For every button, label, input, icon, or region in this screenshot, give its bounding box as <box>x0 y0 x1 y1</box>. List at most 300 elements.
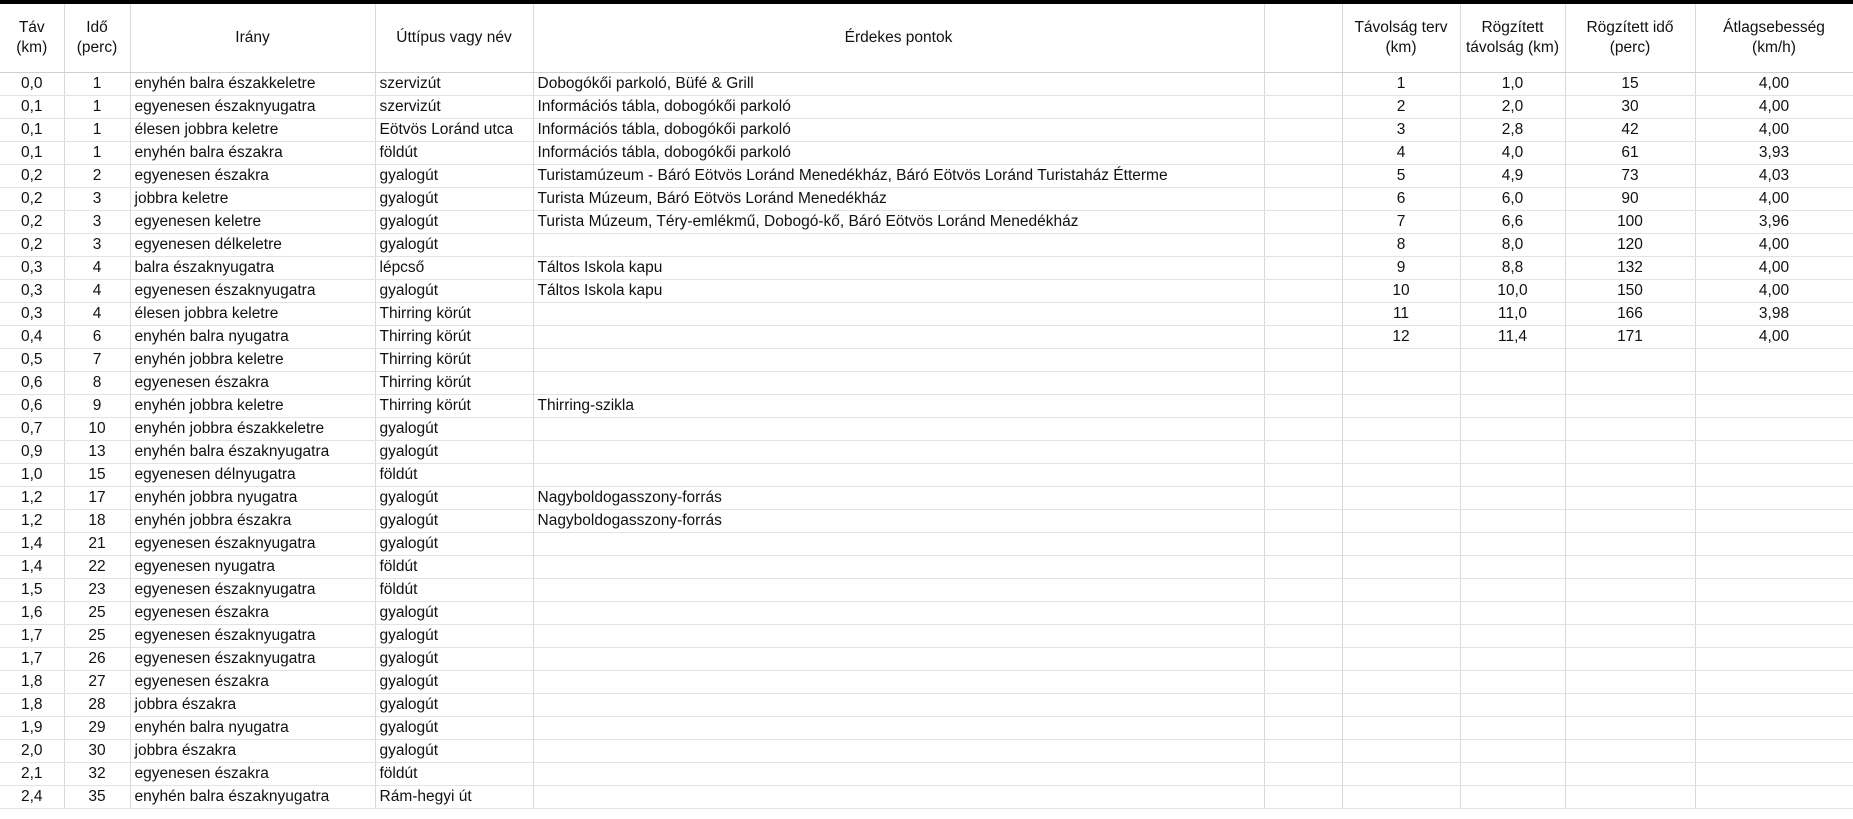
cell-tavolsag-terv[interactable] <box>1342 602 1460 625</box>
cell-atlagsebesseg[interactable]: 3,93 <box>1695 142 1853 165</box>
cell-ido[interactable]: 1 <box>64 96 130 119</box>
cell-rogzitett-tavolsag[interactable] <box>1460 763 1565 786</box>
cell-erdekes-pontok[interactable]: Információs tábla, dobogókői parkoló <box>533 96 1264 119</box>
cell-tavolsag-terv[interactable] <box>1342 464 1460 487</box>
cell-tavolsag-terv[interactable]: 5 <box>1342 165 1460 188</box>
header-rogzitett-tavolsag[interactable]: Rögzített távolság (km) <box>1460 4 1565 73</box>
cell-blank[interactable] <box>1264 602 1342 625</box>
cell-rogzitett-tavolsag[interactable] <box>1460 533 1565 556</box>
cell-tavolsag-terv[interactable] <box>1342 510 1460 533</box>
cell-atlagsebesseg[interactable] <box>1695 510 1853 533</box>
cell-erdekes-pontok[interactable] <box>533 648 1264 671</box>
cell-rogzitett-tavolsag[interactable] <box>1460 510 1565 533</box>
cell-rogzitett-tavolsag[interactable]: 11,4 <box>1460 326 1565 349</box>
cell-erdekes-pontok[interactable]: Turista Múzeum, Téry-emlékmű, Dobogó-kő, Báró Eötvös Loránd Menedékház <box>533 211 1264 234</box>
cell-tavolsag-terv[interactable] <box>1342 579 1460 602</box>
cell-blank[interactable] <box>1264 648 1342 671</box>
cell-blank[interactable] <box>1264 142 1342 165</box>
cell-tav[interactable]: 0,2 <box>0 211 64 234</box>
cell-blank[interactable] <box>1264 763 1342 786</box>
cell-rogzitett-tavolsag[interactable]: 10,0 <box>1460 280 1565 303</box>
cell-atlagsebesseg[interactable]: 4,00 <box>1695 326 1853 349</box>
cell-atlagsebesseg[interactable] <box>1695 671 1853 694</box>
cell-uttipus[interactable]: lépcső <box>375 257 533 280</box>
cell-tavolsag-terv[interactable] <box>1342 786 1460 809</box>
cell-irany[interactable]: enyhén balra nyugatra <box>130 717 375 740</box>
cell-rogzitett-ido[interactable] <box>1565 694 1695 717</box>
cell-irany[interactable]: enyhén jobbra nyugatra <box>130 487 375 510</box>
cell-erdekes-pontok[interactable] <box>533 418 1264 441</box>
cell-tav[interactable]: 0,1 <box>0 142 64 165</box>
cell-tav[interactable]: 2,0 <box>0 740 64 763</box>
cell-tav[interactable]: 2,1 <box>0 763 64 786</box>
cell-ido[interactable]: 3 <box>64 188 130 211</box>
cell-erdekes-pontok[interactable]: Turistamúzeum - Báró Eötvös Loránd Menedékház, Báró Eötvös Loránd Turistaház Étterme <box>533 165 1264 188</box>
cell-rogzitett-tavolsag[interactable] <box>1460 648 1565 671</box>
spreadsheet-grid[interactable] <box>0 4 1853 819</box>
cell-uttipus[interactable]: földút <box>375 579 533 602</box>
cell-tavolsag-terv[interactable]: 2 <box>1342 96 1460 119</box>
cell-irany[interactable]: egyenesen északra <box>130 372 375 395</box>
cell-tav[interactable]: 0,3 <box>0 257 64 280</box>
cell-rogzitett-ido[interactable]: 61 <box>1565 142 1695 165</box>
cell-ido[interactable]: 30 <box>64 740 130 763</box>
cell-irany[interactable]: egyenesen északnyugatra <box>130 648 375 671</box>
cell-ido[interactable]: 1 <box>64 119 130 142</box>
cell-ido[interactable]: 13 <box>64 441 130 464</box>
cell-uttipus[interactable]: gyalogút <box>375 533 533 556</box>
cell-rogzitett-ido[interactable]: 73 <box>1565 165 1695 188</box>
cell-rogzitett-tavolsag[interactable] <box>1460 671 1565 694</box>
header-blank[interactable] <box>1264 4 1342 73</box>
cell-tav[interactable]: 1,0 <box>0 464 64 487</box>
cell-rogzitett-ido[interactable]: 150 <box>1565 280 1695 303</box>
cell-ido[interactable]: 35 <box>64 786 130 809</box>
cell-uttipus[interactable]: Thirring körút <box>375 349 533 372</box>
cell-blank[interactable] <box>1264 625 1342 648</box>
cell-blank[interactable] <box>1264 395 1342 418</box>
cell-uttipus[interactable]: gyalogút <box>375 740 533 763</box>
cell-erdekes-pontok[interactable] <box>533 533 1264 556</box>
cell-irany[interactable]: enyhén balra északra <box>130 142 375 165</box>
cell-erdekes-pontok[interactable]: Táltos Iskola kapu <box>533 257 1264 280</box>
cell-blank[interactable] <box>1264 464 1342 487</box>
cell-blank[interactable] <box>1264 579 1342 602</box>
cell-blank[interactable] <box>1264 510 1342 533</box>
cell-rogzitett-ido[interactable]: 100 <box>1565 211 1695 234</box>
cell-uttipus[interactable]: gyalogút <box>375 234 533 257</box>
cell-tav[interactable]: 1,4 <box>0 556 64 579</box>
cell-blank[interactable] <box>1264 556 1342 579</box>
cell-rogzitett-ido[interactable] <box>1565 602 1695 625</box>
cell-irany[interactable]: egyenesen északra <box>130 763 375 786</box>
cell-rogzitett-tavolsag[interactable] <box>1460 372 1565 395</box>
cell-erdekes-pontok[interactable]: Információs tábla, dobogókői parkoló <box>533 142 1264 165</box>
cell-erdekes-pontok[interactable] <box>533 556 1264 579</box>
cell-blank[interactable] <box>1264 740 1342 763</box>
cell-rogzitett-ido[interactable]: 120 <box>1565 234 1695 257</box>
cell-erdekes-pontok[interactable] <box>533 763 1264 786</box>
cell-atlagsebesseg[interactable] <box>1695 763 1853 786</box>
header-ido[interactable]: Idő (perc) <box>64 4 130 73</box>
cell-ido[interactable]: 9 <box>64 395 130 418</box>
cell-irany[interactable]: enyhén jobbra északra <box>130 510 375 533</box>
cell-atlagsebesseg[interactable]: 4,00 <box>1695 96 1853 119</box>
cell-tavolsag-terv[interactable] <box>1342 648 1460 671</box>
cell-rogzitett-tavolsag[interactable] <box>1460 349 1565 372</box>
cell-rogzitett-tavolsag[interactable] <box>1460 625 1565 648</box>
cell-irany[interactable]: élesen jobbra keletre <box>130 119 375 142</box>
cell-tavolsag-terv[interactable] <box>1342 418 1460 441</box>
cell-ido[interactable]: 15 <box>64 464 130 487</box>
cell-blank[interactable] <box>1264 119 1342 142</box>
cell-uttipus[interactable]: Thirring körút <box>375 326 533 349</box>
cell-erdekes-pontok[interactable] <box>533 326 1264 349</box>
cell-erdekes-pontok[interactable] <box>533 671 1264 694</box>
cell-irany[interactable]: egyenesen északnyugatra <box>130 579 375 602</box>
cell-atlagsebesseg[interactable] <box>1695 556 1853 579</box>
cell-tav[interactable]: 0,6 <box>0 372 64 395</box>
cell-atlagsebesseg[interactable] <box>1695 717 1853 740</box>
cell-rogzitett-tavolsag[interactable]: 4,0 <box>1460 142 1565 165</box>
cell-uttipus[interactable]: gyalogút <box>375 418 533 441</box>
cell-rogzitett-ido[interactable] <box>1565 763 1695 786</box>
cell-atlagsebesseg[interactable]: 3,96 <box>1695 211 1853 234</box>
cell-ido[interactable]: 18 <box>64 510 130 533</box>
cell-tav[interactable]: 0,7 <box>0 418 64 441</box>
cell-rogzitett-tavolsag[interactable]: 6,6 <box>1460 211 1565 234</box>
cell-ido[interactable]: 10 <box>64 418 130 441</box>
cell-irany[interactable]: enyhén jobbra északkeletre <box>130 418 375 441</box>
cell-atlagsebesseg[interactable] <box>1695 694 1853 717</box>
cell-atlagsebesseg[interactable]: 4,00 <box>1695 280 1853 303</box>
cell-erdekes-pontok[interactable]: Dobogókői parkoló, Büfé & Grill <box>533 73 1264 96</box>
cell-blank[interactable] <box>1264 533 1342 556</box>
cell-tavolsag-terv[interactable]: 12 <box>1342 326 1460 349</box>
cell-blank[interactable] <box>1264 234 1342 257</box>
cell-blank[interactable] <box>1264 188 1342 211</box>
cell-atlagsebesseg[interactable]: 4,03 <box>1695 165 1853 188</box>
cell-tav[interactable]: 0,1 <box>0 96 64 119</box>
cell-ido[interactable]: 4 <box>64 257 130 280</box>
cell-tavolsag-terv[interactable] <box>1342 533 1460 556</box>
cell-irany[interactable]: balra északnyugatra <box>130 257 375 280</box>
cell-uttipus[interactable]: gyalogút <box>375 188 533 211</box>
cell-atlagsebesseg[interactable]: 4,00 <box>1695 234 1853 257</box>
cell-uttipus[interactable]: Rám-hegyi út <box>375 786 533 809</box>
cell-blank[interactable] <box>1264 418 1342 441</box>
cell-irany[interactable]: enyhén balra északnyugatra <box>130 441 375 464</box>
cell-atlagsebesseg[interactable] <box>1695 579 1853 602</box>
cell-rogzitett-ido[interactable] <box>1565 395 1695 418</box>
cell-rogzitett-ido[interactable] <box>1565 671 1695 694</box>
cell-rogzitett-ido[interactable] <box>1565 648 1695 671</box>
cell-irany[interactable]: egyenesen délkeletre <box>130 234 375 257</box>
cell-tavolsag-terv[interactable]: 3 <box>1342 119 1460 142</box>
cell-uttipus[interactable]: gyalogút <box>375 487 533 510</box>
cell-tavolsag-terv[interactable]: 4 <box>1342 142 1460 165</box>
cell-rogzitett-tavolsag[interactable]: 2,0 <box>1460 96 1565 119</box>
cell-ido[interactable]: 23 <box>64 579 130 602</box>
cell-rogzitett-ido[interactable]: 171 <box>1565 326 1695 349</box>
cell-uttipus[interactable]: szervizút <box>375 96 533 119</box>
cell-atlagsebesseg[interactable] <box>1695 786 1853 809</box>
cell-irany[interactable]: egyenesen északra <box>130 671 375 694</box>
cell-irany[interactable]: egyenesen délnyugatra <box>130 464 375 487</box>
cell-ido[interactable]: 22 <box>64 556 130 579</box>
cell-ido[interactable]: 17 <box>64 487 130 510</box>
cell-atlagsebesseg[interactable] <box>1695 625 1853 648</box>
cell-ido[interactable]: 25 <box>64 602 130 625</box>
cell-irany[interactable]: egyenesen keletre <box>130 211 375 234</box>
cell-uttipus[interactable]: gyalogút <box>375 602 533 625</box>
cell-rogzitett-tavolsag[interactable] <box>1460 740 1565 763</box>
cell-ido[interactable]: 3 <box>64 211 130 234</box>
cell-irany[interactable]: egyenesen nyugatra <box>130 556 375 579</box>
cell-uttipus[interactable]: gyalogút <box>375 441 533 464</box>
cell-tav[interactable]: 1,9 <box>0 717 64 740</box>
cell-rogzitett-ido[interactable] <box>1565 487 1695 510</box>
cell-irany[interactable]: egyenesen északra <box>130 165 375 188</box>
cell-blank[interactable] <box>1264 717 1342 740</box>
cell-rogzitett-tavolsag[interactable] <box>1460 556 1565 579</box>
header-tavolsag-terv[interactable]: Távolság terv (km) <box>1342 4 1460 73</box>
cell-ido[interactable]: 25 <box>64 625 130 648</box>
cell-rogzitett-tavolsag[interactable]: 4,9 <box>1460 165 1565 188</box>
cell-blank[interactable] <box>1264 96 1342 119</box>
cell-atlagsebesseg[interactable] <box>1695 487 1853 510</box>
cell-tavolsag-terv[interactable] <box>1342 694 1460 717</box>
cell-uttipus[interactable]: gyalogút <box>375 671 533 694</box>
cell-tav[interactable]: 1,6 <box>0 602 64 625</box>
cell-erdekes-pontok[interactable] <box>533 717 1264 740</box>
cell-rogzitett-tavolsag[interactable] <box>1460 602 1565 625</box>
cell-rogzitett-ido[interactable] <box>1565 418 1695 441</box>
cell-uttipus[interactable]: gyalogút <box>375 717 533 740</box>
cell-uttipus[interactable]: földút <box>375 464 533 487</box>
cell-erdekes-pontok[interactable]: Thirring-szikla <box>533 395 1264 418</box>
cell-atlagsebesseg[interactable] <box>1695 648 1853 671</box>
cell-blank[interactable] <box>1264 257 1342 280</box>
cell-tavolsag-terv[interactable] <box>1342 671 1460 694</box>
cell-ido[interactable]: 21 <box>64 533 130 556</box>
cell-blank[interactable] <box>1264 165 1342 188</box>
cell-tavolsag-terv[interactable]: 8 <box>1342 234 1460 257</box>
cell-tavolsag-terv[interactable]: 6 <box>1342 188 1460 211</box>
cell-ido[interactable]: 2 <box>64 165 130 188</box>
cell-rogzitett-ido[interactable] <box>1565 372 1695 395</box>
cell-tav[interactable]: 0,2 <box>0 234 64 257</box>
cell-uttipus[interactable]: gyalogút <box>375 165 533 188</box>
cell-atlagsebesseg[interactable]: 4,00 <box>1695 73 1853 96</box>
cell-tav[interactable]: 1,2 <box>0 510 64 533</box>
cell-rogzitett-tavolsag[interactable] <box>1460 487 1565 510</box>
cell-tavolsag-terv[interactable] <box>1342 441 1460 464</box>
cell-rogzitett-tavolsag[interactable]: 8,0 <box>1460 234 1565 257</box>
cell-ido[interactable]: 3 <box>64 234 130 257</box>
cell-rogzitett-ido[interactable]: 30 <box>1565 96 1695 119</box>
cell-ido[interactable]: 7 <box>64 349 130 372</box>
cell-uttipus[interactable]: földút <box>375 142 533 165</box>
cell-tav[interactable]: 1,8 <box>0 694 64 717</box>
cell-erdekes-pontok[interactable] <box>533 372 1264 395</box>
cell-irany[interactable]: enyhén balra nyugatra <box>130 326 375 349</box>
cell-uttipus[interactable]: Thirring körút <box>375 372 533 395</box>
cell-tav[interactable]: 0,2 <box>0 165 64 188</box>
cell-rogzitett-tavolsag[interactable] <box>1460 717 1565 740</box>
header-irany[interactable]: Irány <box>130 4 375 73</box>
cell-erdekes-pontok[interactable] <box>533 349 1264 372</box>
cell-atlagsebesseg[interactable]: 3,98 <box>1695 303 1853 326</box>
cell-tavolsag-terv[interactable] <box>1342 349 1460 372</box>
cell-irany[interactable]: élesen jobbra keletre <box>130 303 375 326</box>
cell-blank[interactable] <box>1264 487 1342 510</box>
cell-rogzitett-tavolsag[interactable]: 11,0 <box>1460 303 1565 326</box>
cell-erdekes-pontok[interactable] <box>533 303 1264 326</box>
cell-uttipus[interactable]: földút <box>375 556 533 579</box>
cell-rogzitett-tavolsag[interactable]: 2,8 <box>1460 119 1565 142</box>
cell-blank[interactable] <box>1264 73 1342 96</box>
header-erdekes-pontok[interactable]: Érdekes pontok <box>533 4 1264 73</box>
cell-tav[interactable]: 0,6 <box>0 395 64 418</box>
header-atlagsebesseg[interactable]: Átlagsebesség (km/h) <box>1695 4 1853 73</box>
cell-rogzitett-ido[interactable] <box>1565 510 1695 533</box>
cell-blank[interactable] <box>1264 786 1342 809</box>
cell-irany[interactable]: egyenesen északra <box>130 602 375 625</box>
cell-rogzitett-ido[interactable]: 90 <box>1565 188 1695 211</box>
cell-atlagsebesseg[interactable] <box>1695 533 1853 556</box>
cell-blank[interactable] <box>1264 671 1342 694</box>
cell-blank[interactable] <box>1264 303 1342 326</box>
cell-tav[interactable]: 2,4 <box>0 786 64 809</box>
cell-ido[interactable]: 28 <box>64 694 130 717</box>
cell-ido[interactable]: 4 <box>64 303 130 326</box>
cell-ido[interactable]: 26 <box>64 648 130 671</box>
cell-ido[interactable]: 8 <box>64 372 130 395</box>
cell-irany[interactable]: enyhén balra északnyugatra <box>130 786 375 809</box>
cell-uttipus[interactable]: gyalogút <box>375 211 533 234</box>
cell-rogzitett-ido[interactable]: 15 <box>1565 73 1695 96</box>
cell-tavolsag-terv[interactable]: 9 <box>1342 257 1460 280</box>
cell-tav[interactable]: 0,1 <box>0 119 64 142</box>
cell-irany[interactable]: jobbra keletre <box>130 188 375 211</box>
cell-ido[interactable]: 4 <box>64 280 130 303</box>
cell-uttipus[interactable]: Eötvös Loránd utca <box>375 119 533 142</box>
cell-erdekes-pontok[interactable] <box>533 602 1264 625</box>
cell-ido[interactable]: 29 <box>64 717 130 740</box>
cell-erdekes-pontok[interactable] <box>533 441 1264 464</box>
cell-tavolsag-terv[interactable]: 7 <box>1342 211 1460 234</box>
cell-tavolsag-terv[interactable] <box>1342 487 1460 510</box>
cell-atlagsebesseg[interactable] <box>1695 441 1853 464</box>
cell-rogzitett-tavolsag[interactable] <box>1460 418 1565 441</box>
cell-rogzitett-ido[interactable] <box>1565 533 1695 556</box>
cell-blank[interactable] <box>1264 326 1342 349</box>
cell-blank[interactable] <box>1264 211 1342 234</box>
cell-uttipus[interactable]: gyalogút <box>375 510 533 533</box>
cell-atlagsebesseg[interactable]: 4,00 <box>1695 257 1853 280</box>
header-uttipus[interactable]: Úttípus vagy név <box>375 4 533 73</box>
cell-rogzitett-tavolsag[interactable]: 6,0 <box>1460 188 1565 211</box>
cell-tav[interactable]: 1,5 <box>0 579 64 602</box>
cell-tav[interactable]: 0,9 <box>0 441 64 464</box>
cell-atlagsebesseg[interactable] <box>1695 418 1853 441</box>
cell-rogzitett-ido[interactable]: 132 <box>1565 257 1695 280</box>
cell-irany[interactable]: egyenesen északnyugatra <box>130 533 375 556</box>
cell-uttipus[interactable]: gyalogút <box>375 648 533 671</box>
cell-irany[interactable]: egyenesen északnyugatra <box>130 96 375 119</box>
cell-irany[interactable]: egyenesen északnyugatra <box>130 280 375 303</box>
cell-rogzitett-tavolsag[interactable] <box>1460 579 1565 602</box>
cell-tavolsag-terv[interactable]: 10 <box>1342 280 1460 303</box>
cell-atlagsebesseg[interactable] <box>1695 349 1853 372</box>
cell-blank[interactable] <box>1264 349 1342 372</box>
cell-uttipus[interactable]: szervizút <box>375 73 533 96</box>
cell-rogzitett-ido[interactable] <box>1565 556 1695 579</box>
cell-tav[interactable]: 0,3 <box>0 280 64 303</box>
cell-tav[interactable]: 1,2 <box>0 487 64 510</box>
cell-erdekes-pontok[interactable] <box>533 234 1264 257</box>
cell-irany[interactable]: enyhén balra északkeletre <box>130 73 375 96</box>
cell-tavolsag-terv[interactable] <box>1342 763 1460 786</box>
cell-tav[interactable]: 1,7 <box>0 648 64 671</box>
cell-tav[interactable]: 1,7 <box>0 625 64 648</box>
cell-rogzitett-ido[interactable] <box>1565 786 1695 809</box>
cell-uttipus[interactable]: Thirring körút <box>375 395 533 418</box>
cell-rogzitett-ido[interactable]: 42 <box>1565 119 1695 142</box>
cell-rogzitett-ido[interactable] <box>1565 464 1695 487</box>
cell-ido[interactable]: 1 <box>64 142 130 165</box>
cell-erdekes-pontok[interactable] <box>533 740 1264 763</box>
cell-tav[interactable]: 0,5 <box>0 349 64 372</box>
cell-erdekes-pontok[interactable] <box>533 786 1264 809</box>
cell-atlagsebesseg[interactable] <box>1695 464 1853 487</box>
cell-rogzitett-ido[interactable] <box>1565 717 1695 740</box>
cell-rogzitett-ido[interactable] <box>1565 349 1695 372</box>
cell-tavolsag-terv[interactable] <box>1342 556 1460 579</box>
cell-erdekes-pontok[interactable]: Nagyboldogasszony-forrás <box>533 510 1264 533</box>
cell-rogzitett-ido[interactable] <box>1565 441 1695 464</box>
cell-ido[interactable]: 32 <box>64 763 130 786</box>
cell-erdekes-pontok[interactable]: Táltos Iskola kapu <box>533 280 1264 303</box>
cell-rogzitett-tavolsag[interactable]: 8,8 <box>1460 257 1565 280</box>
cell-erdekes-pontok[interactable]: Turista Múzeum, Báró Eötvös Loránd Menedékház <box>533 188 1264 211</box>
cell-blank[interactable] <box>1264 372 1342 395</box>
header-rogzitett-ido[interactable]: Rögzített idő (perc) <box>1565 4 1695 73</box>
cell-tavolsag-terv[interactable]: 11 <box>1342 303 1460 326</box>
cell-rogzitett-ido[interactable]: 166 <box>1565 303 1695 326</box>
cell-tavolsag-terv[interactable]: 1 <box>1342 73 1460 96</box>
cell-erdekes-pontok[interactable]: Információs tábla, dobogókői parkoló <box>533 119 1264 142</box>
header-tav[interactable]: Táv (km) <box>0 4 64 73</box>
cell-atlagsebesseg[interactable] <box>1695 740 1853 763</box>
cell-blank[interactable] <box>1264 280 1342 303</box>
cell-irany[interactable]: jobbra északra <box>130 694 375 717</box>
cell-tavolsag-terv[interactable] <box>1342 717 1460 740</box>
cell-tav[interactable]: 0,3 <box>0 303 64 326</box>
cell-erdekes-pontok[interactable] <box>533 625 1264 648</box>
cell-rogzitett-tavolsag[interactable] <box>1460 694 1565 717</box>
cell-rogzitett-tavolsag[interactable]: 1,0 <box>1460 73 1565 96</box>
cell-erdekes-pontok[interactable] <box>533 694 1264 717</box>
cell-erdekes-pontok[interactable]: Nagyboldogasszony-forrás <box>533 487 1264 510</box>
cell-tav[interactable]: 0,4 <box>0 326 64 349</box>
cell-atlagsebesseg[interactable] <box>1695 602 1853 625</box>
cell-rogzitett-ido[interactable] <box>1565 740 1695 763</box>
cell-ido[interactable]: 27 <box>64 671 130 694</box>
cell-erdekes-pontok[interactable] <box>533 464 1264 487</box>
cell-atlagsebesseg[interactable]: 4,00 <box>1695 188 1853 211</box>
